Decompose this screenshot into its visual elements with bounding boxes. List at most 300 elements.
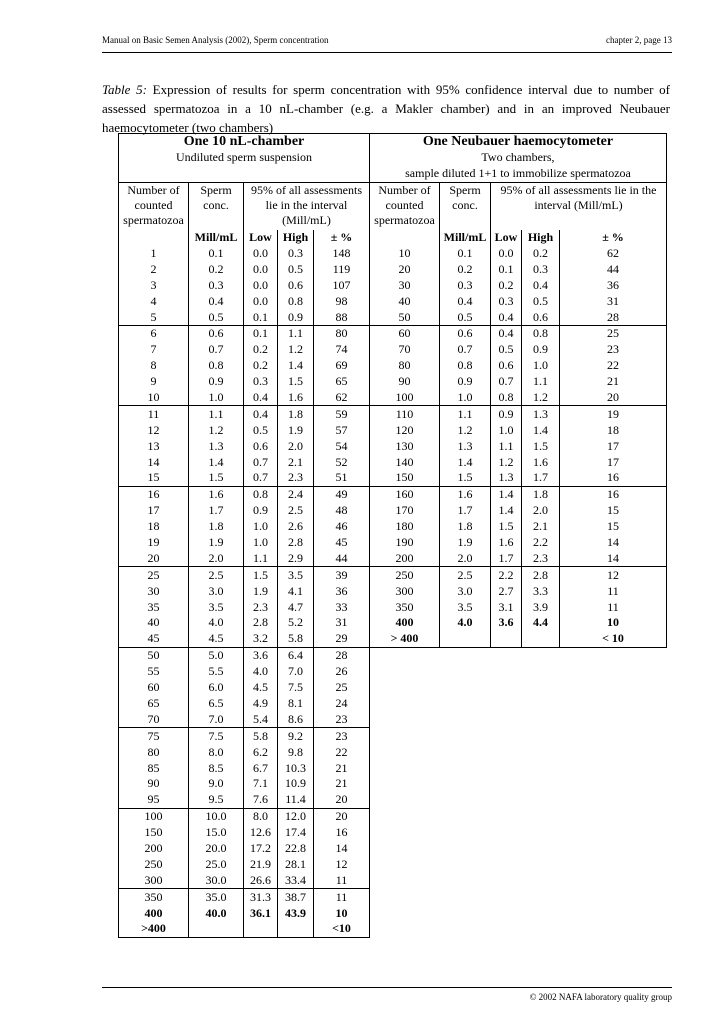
empty-cell — [440, 680, 491, 696]
left-cell: 0.0 — [244, 261, 278, 277]
empty-cell — [491, 921, 522, 937]
empty-cell — [560, 856, 667, 872]
left-cell: 1.0 — [244, 519, 278, 535]
right-block-subtitle-1: Two chambers, — [370, 150, 667, 166]
left-cell: 95 — [119, 792, 189, 808]
left-cell: 0.8 — [189, 358, 244, 374]
left-cell: 15.0 — [189, 825, 244, 841]
left-cell: 2.8 — [278, 535, 314, 551]
right-cell: 16 — [560, 486, 667, 502]
right-cell: 1.3 — [440, 438, 491, 454]
right-cell: 0.8 — [522, 326, 560, 342]
right-cell: 2.1 — [522, 519, 560, 535]
left-cell: 4.0 — [189, 615, 244, 631]
left-cell: 46 — [314, 519, 370, 535]
left-cell: 69 — [314, 358, 370, 374]
empty-cell — [491, 680, 522, 696]
right-cell: 12 — [560, 567, 667, 583]
left-cell: 20 — [119, 550, 189, 566]
left-cell: 65 — [119, 696, 189, 712]
left-cell: 2.3 — [244, 599, 278, 615]
left-cell: 5.5 — [189, 664, 244, 680]
left-cell: 38.7 — [278, 889, 314, 905]
left-cell: 10 — [119, 390, 189, 406]
left-cell: 19 — [119, 535, 189, 551]
right-cell: 1.5 — [491, 519, 522, 535]
left-cell: 350 — [119, 889, 189, 905]
table-row — [119, 246, 667, 262]
left-cell: 0.4 — [189, 293, 244, 309]
left-cell: 0.7 — [189, 342, 244, 358]
left-cell: 13 — [119, 438, 189, 454]
right-cell: 3.9 — [522, 599, 560, 615]
left-cell: 8.1 — [278, 696, 314, 712]
left-cell: 1 — [119, 246, 189, 262]
left-cell: 148 — [314, 246, 370, 262]
left-cell: 5.8 — [278, 631, 314, 647]
right-cell — [491, 631, 522, 647]
right-cell: 20 — [370, 261, 440, 277]
left-cell: 0.5 — [244, 422, 278, 438]
right-cell: 1.2 — [491, 454, 522, 470]
empty-cell — [522, 776, 560, 792]
right-cell: 1.5 — [440, 470, 491, 486]
empty-cell — [560, 808, 667, 824]
left-cell: 21 — [314, 760, 370, 776]
empty-cell — [370, 776, 440, 792]
right-cell: 1.8 — [440, 519, 491, 535]
right-cell: 1.3 — [522, 406, 560, 422]
empty-cell — [440, 905, 491, 921]
left-cell: 60 — [119, 680, 189, 696]
left-cell: 12 — [119, 422, 189, 438]
empty-cell — [522, 664, 560, 680]
header-rule — [102, 52, 672, 53]
right-cell: 11 — [560, 599, 667, 615]
empty-cell — [491, 905, 522, 921]
left-cell: 44 — [314, 550, 370, 566]
right-cell: 1.7 — [440, 503, 491, 519]
left-col-count-header: Number of counted spermatozoa — [119, 182, 189, 230]
left-cell: 6.2 — [244, 744, 278, 760]
empty-cell — [370, 647, 440, 663]
right-cell: 1.1 — [440, 406, 491, 422]
left-cell: 4.1 — [278, 583, 314, 599]
left-cell: 119 — [314, 261, 370, 277]
right-cell: 0.5 — [491, 342, 522, 358]
left-cell: 7.5 — [189, 728, 244, 744]
left-cell: 0.5 — [189, 309, 244, 325]
left-cell: 29 — [314, 631, 370, 647]
left-cell: 1.2 — [278, 342, 314, 358]
right-cell: 1.4 — [522, 422, 560, 438]
left-cell: 1.9 — [278, 422, 314, 438]
left-cell: 11.4 — [278, 792, 314, 808]
right-cell: 2.3 — [522, 550, 560, 566]
left-cell: 2.0 — [189, 550, 244, 566]
table-row — [119, 664, 667, 680]
empty-cell — [491, 808, 522, 824]
left-cell: 4.5 — [189, 631, 244, 647]
right-cell: 2.7 — [491, 583, 522, 599]
left-cell: 1.1 — [189, 406, 244, 422]
empty-cell — [560, 872, 667, 888]
table-row — [119, 550, 667, 566]
empty-cell — [440, 808, 491, 824]
left-cell: 6.7 — [244, 760, 278, 776]
left-cell: 250 — [119, 856, 189, 872]
table-row — [119, 696, 667, 712]
left-unit-high: High — [278, 230, 314, 246]
empty-cell — [370, 905, 440, 921]
right-cell: 3.0 — [440, 583, 491, 599]
right-cell: 0.4 — [491, 326, 522, 342]
left-cell: 3.6 — [244, 647, 278, 663]
left-cell: 57 — [314, 422, 370, 438]
left-cell: 1.0 — [189, 390, 244, 406]
left-cell: 9.5 — [189, 792, 244, 808]
left-cell: 28.1 — [278, 856, 314, 872]
left-cell: 6.0 — [189, 680, 244, 696]
right-cell: 1.0 — [522, 358, 560, 374]
left-cell: 5.2 — [278, 615, 314, 631]
right-cell: 40 — [370, 293, 440, 309]
left-cell: 2.3 — [278, 470, 314, 486]
right-cell: 0.5 — [522, 293, 560, 309]
empty-cell — [522, 744, 560, 760]
right-cell: 1.2 — [440, 422, 491, 438]
right-cell: 15 — [560, 519, 667, 535]
right-cell: 62 — [560, 246, 667, 262]
right-cell: 3.3 — [522, 583, 560, 599]
left-cell: 0.9 — [189, 374, 244, 390]
table-row — [119, 583, 667, 599]
left-cell: 17.4 — [278, 825, 314, 841]
results-table — [118, 133, 667, 938]
left-cell: 80 — [119, 744, 189, 760]
left-cell: 20.0 — [189, 841, 244, 857]
left-cell: 8.6 — [278, 711, 314, 727]
right-cell: 3.6 — [491, 615, 522, 631]
right-cell: 15 — [560, 503, 667, 519]
empty-cell — [560, 696, 667, 712]
left-cell: 1.4 — [278, 358, 314, 374]
right-cell: 17 — [560, 438, 667, 454]
left-cell: 16 — [119, 486, 189, 502]
left-cell: 7.1 — [244, 776, 278, 792]
left-cell: 150 — [119, 825, 189, 841]
caption-label: Table 5: — [102, 82, 147, 97]
right-cell: 0.7 — [440, 342, 491, 358]
right-cell: 0.7 — [491, 374, 522, 390]
left-cell: 10.9 — [278, 776, 314, 792]
left-cell — [244, 921, 278, 937]
left-cell: 2.4 — [278, 486, 314, 502]
right-cell: 2.0 — [522, 503, 560, 519]
empty-cell — [370, 889, 440, 905]
left-cell: 8 — [119, 358, 189, 374]
right-cell: 350 — [370, 599, 440, 615]
left-cell: 0.3 — [244, 374, 278, 390]
right-cell: 10 — [370, 246, 440, 262]
left-cell: 26.6 — [244, 872, 278, 888]
right-cell: 110 — [370, 406, 440, 422]
right-cell: 16 — [560, 470, 667, 486]
left-cell: 85 — [119, 760, 189, 776]
right-cell: 0.2 — [491, 277, 522, 293]
empty-cell — [440, 760, 491, 776]
left-cell: 10.0 — [189, 808, 244, 824]
left-cell: 0.3 — [189, 277, 244, 293]
table-row — [119, 728, 667, 744]
left-cell: 23 — [314, 728, 370, 744]
empty-cell — [560, 711, 667, 727]
table-row — [119, 856, 667, 872]
left-cell: 22 — [314, 744, 370, 760]
left-cell: 5.8 — [244, 728, 278, 744]
left-cell: 98 — [314, 293, 370, 309]
left-cell: 0.3 — [278, 246, 314, 262]
right-cell: 50 — [370, 309, 440, 325]
empty-cell — [440, 711, 491, 727]
left-cell: 0.7 — [244, 454, 278, 470]
right-cell: 0.8 — [440, 358, 491, 374]
left-cell: 22.8 — [278, 841, 314, 857]
left-cell: <10 — [314, 921, 370, 937]
left-cell: 8.0 — [244, 808, 278, 824]
left-cell: 7.6 — [244, 792, 278, 808]
right-cell: 1.1 — [522, 374, 560, 390]
left-cell: 0.4 — [244, 406, 278, 422]
right-cell: 1.3 — [491, 470, 522, 486]
table-row — [119, 905, 667, 921]
left-cell: 0.2 — [244, 342, 278, 358]
left-cell: 40 — [119, 615, 189, 631]
right-cell: 14 — [560, 550, 667, 566]
table-row — [119, 647, 667, 663]
empty-cell — [560, 664, 667, 680]
empty-cell — [491, 825, 522, 841]
right-cell: 1.9 — [440, 535, 491, 551]
right-cell: 4.4 — [522, 615, 560, 631]
left-cell: 25 — [119, 567, 189, 583]
left-cell: 0.1 — [244, 326, 278, 342]
left-cell: 80 — [314, 326, 370, 342]
empty-cell — [491, 711, 522, 727]
left-cell: 25.0 — [189, 856, 244, 872]
right-cell: 23 — [560, 342, 667, 358]
left-cell: 1.1 — [244, 550, 278, 566]
empty-cell — [522, 680, 560, 696]
table-row — [119, 760, 667, 776]
empty-cell — [522, 841, 560, 857]
left-cell: 12 — [314, 856, 370, 872]
left-cell: 5.4 — [244, 711, 278, 727]
left-cell: 2.5 — [189, 567, 244, 583]
left-cell: 0.8 — [244, 486, 278, 502]
table-row — [119, 808, 667, 824]
table-row — [119, 825, 667, 841]
left-cell: 1.5 — [244, 567, 278, 583]
right-cell: < 10 — [560, 631, 667, 647]
left-cell: 0.9 — [278, 309, 314, 325]
left-cell: 7.5 — [278, 680, 314, 696]
empty-cell — [491, 647, 522, 663]
table-row — [119, 535, 667, 551]
right-unit-count — [370, 230, 440, 246]
right-cell: 0.4 — [522, 277, 560, 293]
table-row — [119, 326, 667, 342]
left-cell: 43.9 — [278, 905, 314, 921]
footer-rule — [102, 987, 672, 988]
left-cell: 12.0 — [278, 808, 314, 824]
left-cell: 3.0 — [189, 583, 244, 599]
left-cell: 62 — [314, 390, 370, 406]
left-cell: 7 — [119, 342, 189, 358]
empty-cell — [440, 856, 491, 872]
empty-cell — [440, 647, 491, 663]
left-cell: 21 — [314, 776, 370, 792]
table-row — [119, 454, 667, 470]
table-row — [119, 358, 667, 374]
empty-cell — [522, 921, 560, 937]
table-row — [119, 567, 667, 583]
left-cell: 0.6 — [244, 438, 278, 454]
table-row — [119, 438, 667, 454]
left-cell: 400 — [119, 905, 189, 921]
left-unit-conc: Mill/mL — [189, 230, 244, 246]
right-cell: 14 — [560, 535, 667, 551]
empty-cell — [370, 872, 440, 888]
table-row — [119, 293, 667, 309]
left-cell: 3.5 — [189, 599, 244, 615]
left-cell: 17.2 — [244, 841, 278, 857]
left-cell: 23 — [314, 711, 370, 727]
table-row — [119, 406, 667, 422]
right-cell: 1.6 — [522, 454, 560, 470]
empty-cell — [522, 872, 560, 888]
right-cell: 0.1 — [440, 246, 491, 262]
right-cell: 0.4 — [440, 293, 491, 309]
right-cell: 36 — [560, 277, 667, 293]
left-cell: 0.8 — [278, 293, 314, 309]
left-cell: 11 — [314, 872, 370, 888]
left-col-conc-header: Sperm conc. — [189, 182, 244, 230]
left-cell: 1.6 — [278, 390, 314, 406]
left-cell: 20 — [314, 792, 370, 808]
table-row — [119, 390, 667, 406]
empty-cell — [522, 711, 560, 727]
left-cell — [278, 921, 314, 937]
table-row — [119, 261, 667, 277]
left-cell: 4 — [119, 293, 189, 309]
left-cell: 9.0 — [189, 776, 244, 792]
empty-cell — [560, 776, 667, 792]
empty-cell — [440, 696, 491, 712]
right-cell: 1.0 — [440, 390, 491, 406]
empty-cell — [560, 825, 667, 841]
right-cell: 80 — [370, 358, 440, 374]
page-footer: © 2002 NAFA laboratory quality group — [529, 992, 672, 1002]
empty-cell — [560, 647, 667, 663]
empty-cell — [560, 921, 667, 937]
right-block-title: One Neubauer haemocytometer — [370, 134, 667, 150]
right-col-ci-header: 95% of all assessments lie in the interval (Mill/mL) — [491, 182, 667, 230]
table-row — [119, 374, 667, 390]
empty-cell — [522, 760, 560, 776]
empty-cell — [491, 760, 522, 776]
right-cell: 170 — [370, 503, 440, 519]
left-cell: 1.9 — [189, 535, 244, 551]
left-cell: 1.6 — [189, 486, 244, 502]
empty-cell — [522, 728, 560, 744]
left-col-ci-header: 95% of all assessments lie in the interval (Mill/mL) — [244, 182, 370, 230]
right-cell: 0.6 — [491, 358, 522, 374]
empty-cell — [560, 905, 667, 921]
left-cell: 18 — [119, 519, 189, 535]
right-col-count-header: Number of counted spermatozoa — [370, 182, 440, 230]
empty-cell — [440, 792, 491, 808]
left-unit-count — [119, 230, 189, 246]
empty-cell — [440, 664, 491, 680]
left-cell: 3 — [119, 277, 189, 293]
right-cell: 1.5 — [522, 438, 560, 454]
right-cell — [522, 631, 560, 647]
right-cell: 0.4 — [491, 309, 522, 325]
right-cell: 0.6 — [522, 309, 560, 325]
right-cell: 0.3 — [440, 277, 491, 293]
right-cell: 1.0 — [491, 422, 522, 438]
left-cell: 1.3 — [189, 438, 244, 454]
left-cell: 9.8 — [278, 744, 314, 760]
empty-cell — [370, 921, 440, 937]
right-cell: 17 — [560, 454, 667, 470]
empty-cell — [440, 825, 491, 841]
left-cell: 4.0 — [244, 664, 278, 680]
table-row — [119, 503, 667, 519]
empty-cell — [560, 841, 667, 857]
left-cell: 8.5 — [189, 760, 244, 776]
left-cell: 8.0 — [189, 744, 244, 760]
right-cell: 0.2 — [440, 261, 491, 277]
left-cell: 7.0 — [189, 711, 244, 727]
right-cell: 3.5 — [440, 599, 491, 615]
empty-cell — [522, 808, 560, 824]
left-cell: 6 — [119, 326, 189, 342]
left-cell: 0.1 — [189, 246, 244, 262]
right-cell: 0.9 — [440, 374, 491, 390]
right-cell: 60 — [370, 326, 440, 342]
left-cell: 25 — [314, 680, 370, 696]
left-cell: 49 — [314, 486, 370, 502]
left-cell: 1.5 — [189, 470, 244, 486]
left-cell: 21.9 — [244, 856, 278, 872]
right-cell — [440, 631, 491, 647]
empty-cell — [522, 696, 560, 712]
empty-cell — [440, 728, 491, 744]
left-cell: 52 — [314, 454, 370, 470]
left-cell: 30.0 — [189, 872, 244, 888]
table-row — [119, 486, 667, 502]
left-cell: 35 — [119, 599, 189, 615]
table-row — [119, 744, 667, 760]
left-cell: 0.0 — [244, 293, 278, 309]
right-cell: 2.2 — [522, 535, 560, 551]
right-cell: 0.5 — [440, 309, 491, 325]
empty-cell — [522, 889, 560, 905]
right-cell: 28 — [560, 309, 667, 325]
left-cell: 31.3 — [244, 889, 278, 905]
